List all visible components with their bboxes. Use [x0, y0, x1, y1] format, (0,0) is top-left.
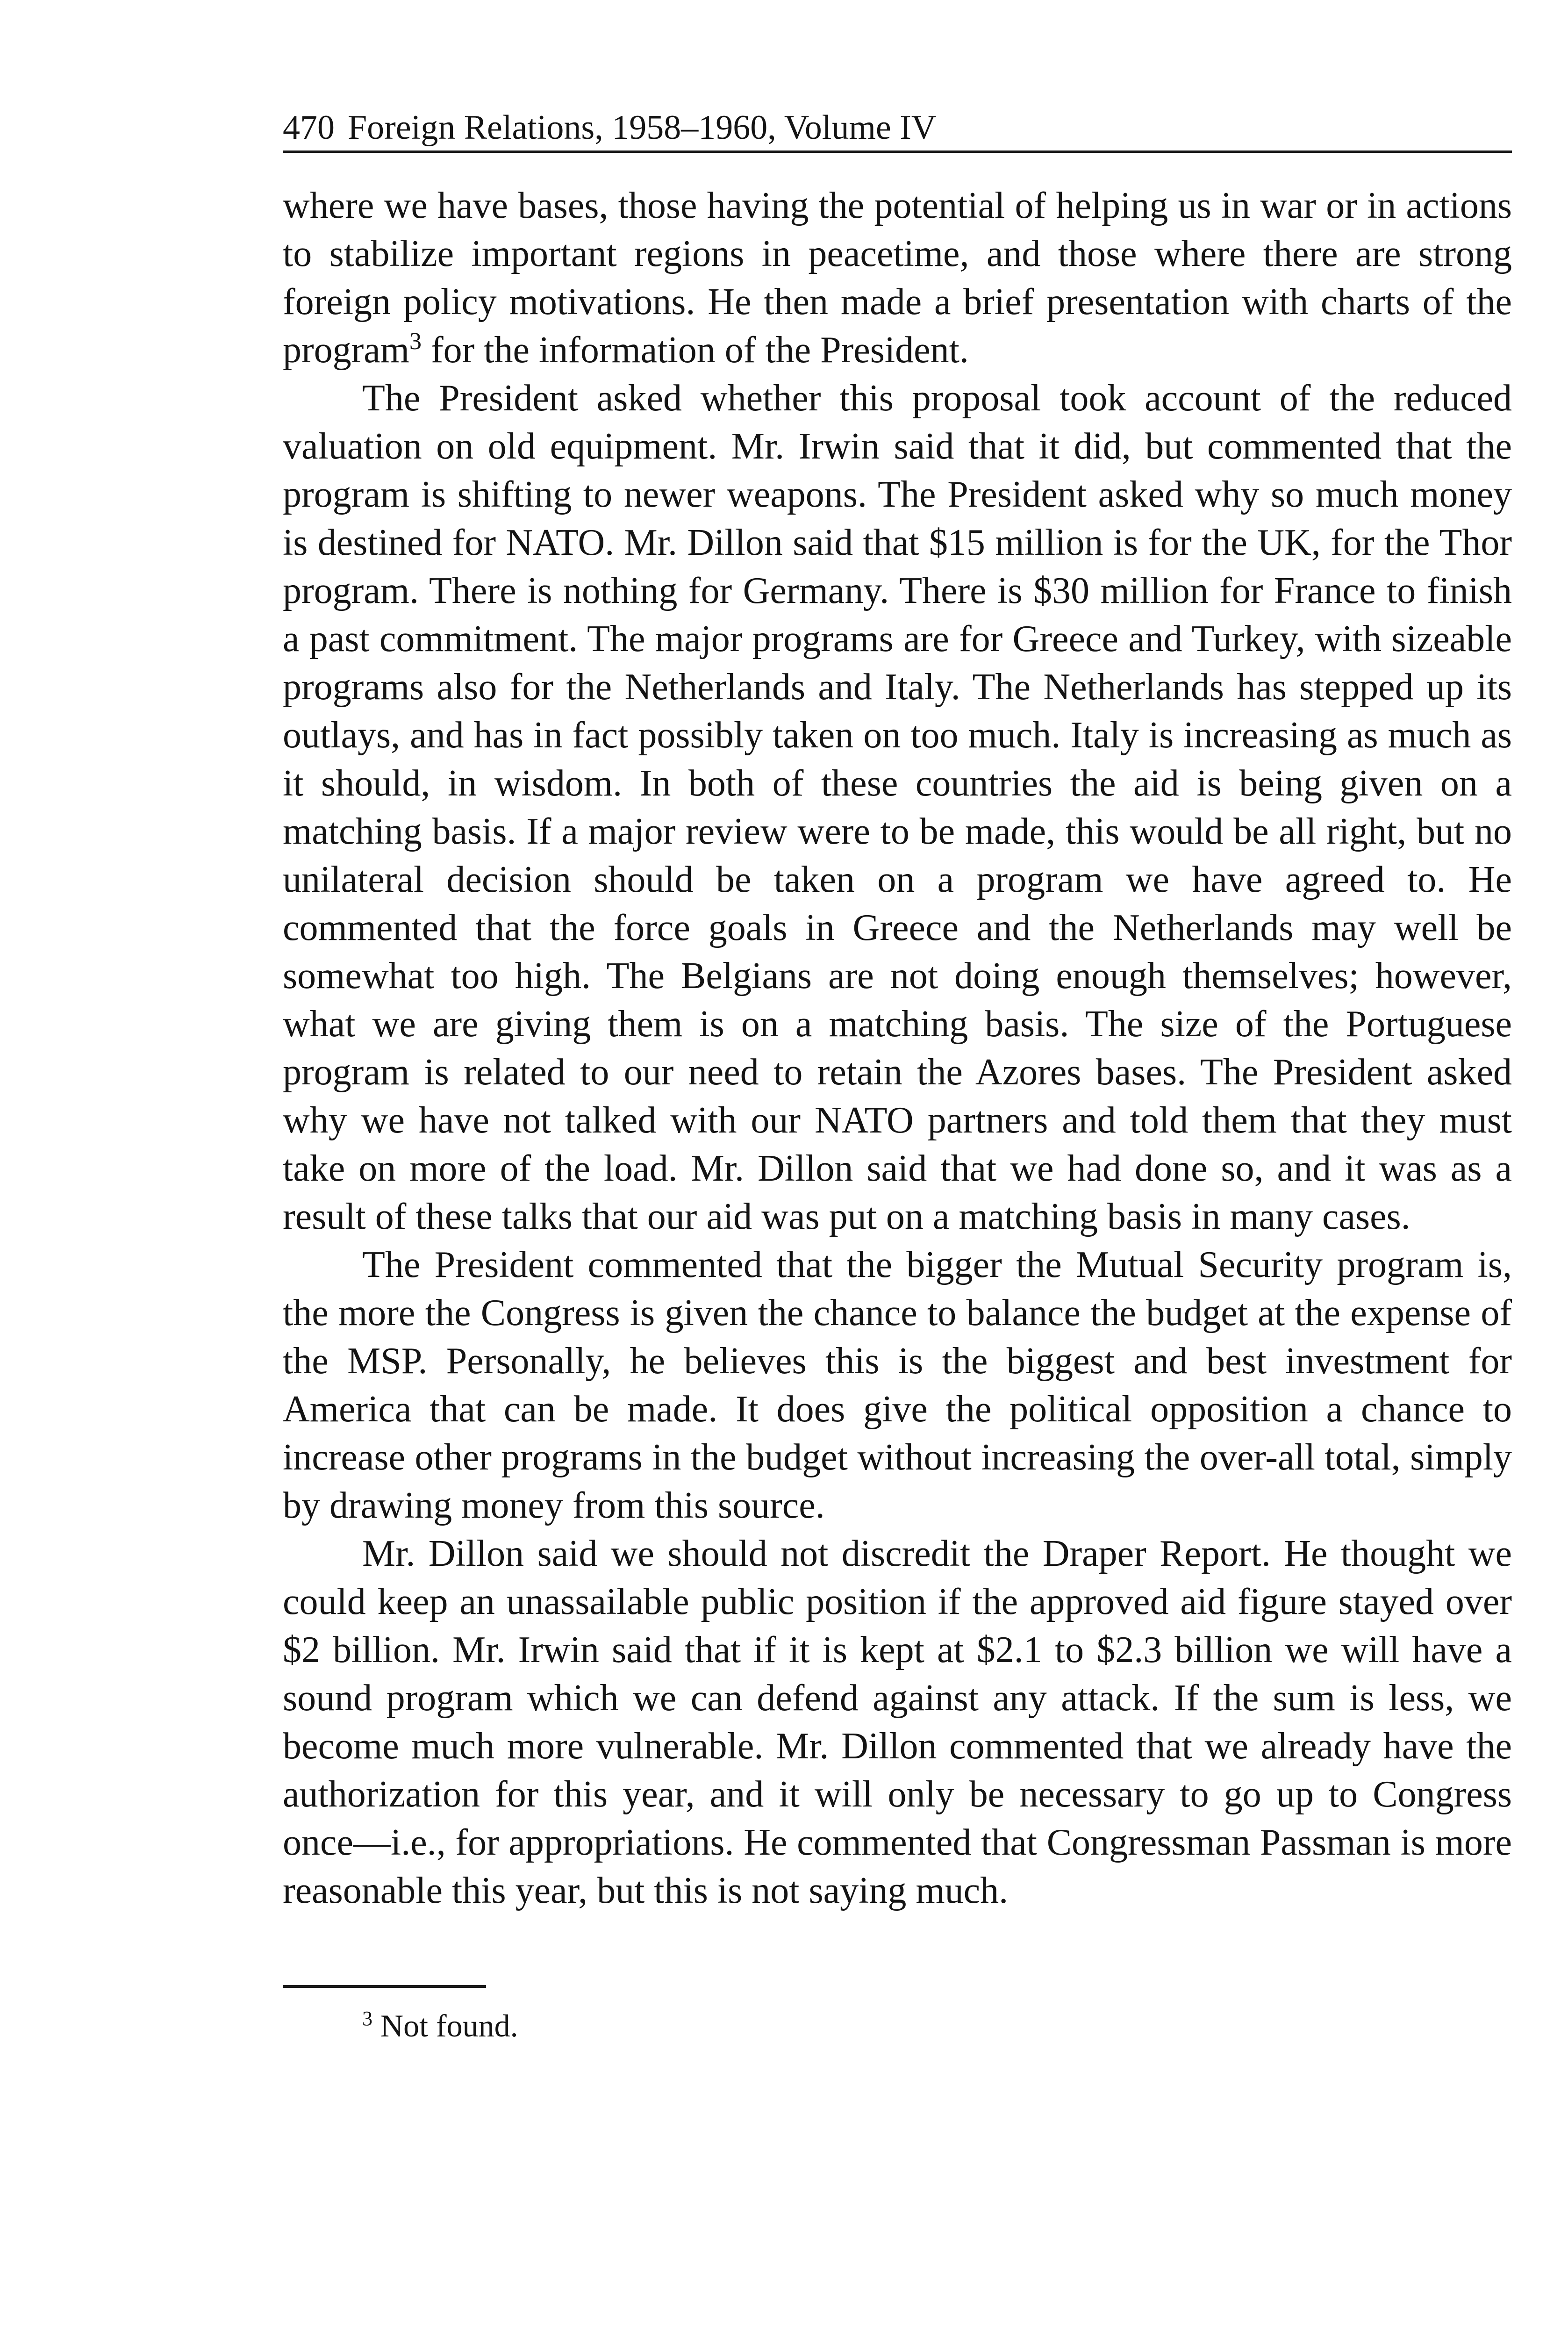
paragraph-1-text-a: where we have bases, those having the potential of helping us in war or in actions to stabilize important regions in peacetime, and those where there are strong foreign policy motivations. He then made a brief presentation with charts of the program — [283, 185, 1512, 371]
document-page — [283, 107, 1512, 2047]
running-title: Foreign Relations, 1958–1960, Volume IV — [348, 108, 937, 147]
running-header — [283, 107, 1512, 153]
footnote-divider — [283, 1985, 486, 1988]
paragraph-3: The President commented that the bigger the Mutual Security program is, the more the Congress is given the chance to balance the budget at the expense of the MSP. Personally, he believes this is the biggest and best investment for America that can be made. It does give the political opposition a chance to increase other programs in the budget without increasing the over-all total, simply by drawing money from this source. — [283, 1244, 1512, 1526]
paragraph-2: The President asked whether this proposal took account of the reduced valuation on old equipment. Mr. Irwin said that it did, but commented that the program is shifting to newer weapons. The President asked why so much money is destined for NATO. Mr. Dillon said that $15 million is for the UK, for the Thor program. There is nothing for Germany. There is $30 million for France to finish a past commitment. The major programs are for Greece and Turkey, with sizeable programs also for the Netherlands and Italy. The Netherlands has stepped up its outlays, and has in fact possibly taken on too much. Italy is increasing as much as it should, in wisdom. In both of these countries the aid is being given on a matching basis. If a major review were to be made, this would be all right, but no unilateral decision should be taken on a program we have agreed to. He commented that the force goals in Greece and the Netherlands may well be somewhat too high. The Belgians are not doing enough themselves; however, what we are giving them is on a matching basis. The size of the Portuguese program is related to our need to retain the Azores bases. The President asked why we have not talked with our NATO partners and told them that they must take on more of the load. Mr. Dillon said that we had done so, and it was as a result of these talks that our aid was put on a matching basis in many cases. — [283, 378, 1512, 1237]
paragraph-1-text-b: for the information of the President. — [422, 330, 969, 371]
footnote-text: Not found. — [372, 2008, 518, 2043]
footnote-marker: 3 — [362, 2007, 372, 2030]
footnote-3 — [362, 2005, 1512, 2047]
footnote-reference-3[interactable]: 3 — [409, 328, 422, 355]
page-number: 470 — [283, 108, 335, 147]
paragraph-4: Mr. Dillon said we should not discredit the Draper Report. He thought we could keep an unassailable public position if the approved aid figure stayed over $2 billion. Mr. Irwin said that if it is kept at $2.1 to $2.3 billion we will have a sound program which we can defend against any attack. If the sum is less, we become much more vulnerable. Mr. Dillon commented that we already have the authorization for this year, and it will only be necessary to go up to Congress once—i.e., for appropriations. He commented that Congressman Passman is more reasonable this year, but this is not saying much. — [283, 1533, 1512, 1911]
paragraph-1 — [283, 182, 1512, 374]
body-text — [283, 182, 1512, 1915]
